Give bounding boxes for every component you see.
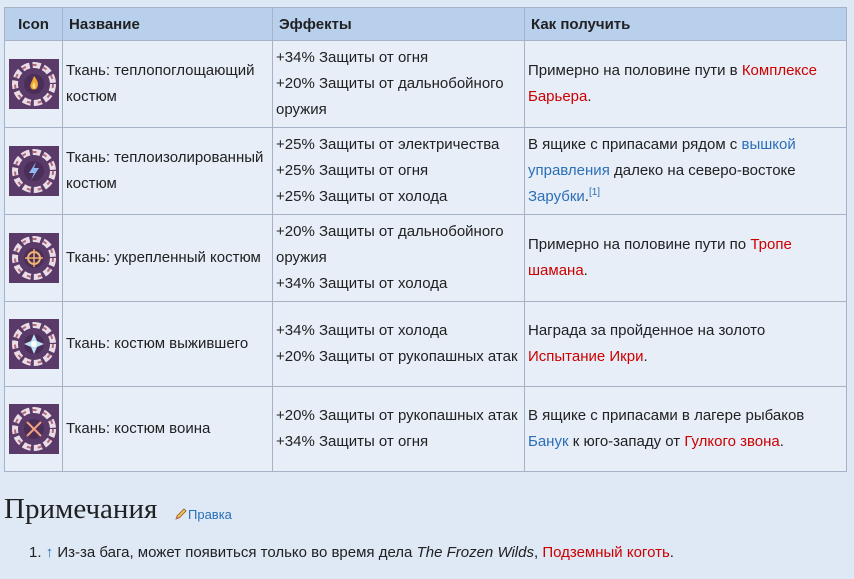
item-name: Ткань: костюм выжившего bbox=[63, 302, 273, 387]
obtain-text: В ящике с припасами рядом с bbox=[528, 136, 742, 153]
edit-label: Правка bbox=[188, 507, 232, 522]
effect-line: +20% Защиты от дальнобойного оружия bbox=[276, 75, 504, 118]
obtain-text: . bbox=[583, 262, 588, 279]
item-effects bbox=[273, 387, 525, 472]
effect-line: +25% Защиты от огня bbox=[276, 162, 429, 179]
obtain-text: к юго-западу от bbox=[568, 433, 685, 450]
obtain-text: . bbox=[584, 188, 589, 205]
obtain-text: Примерно на половине пути по bbox=[528, 236, 751, 253]
note-text: Из-за бага, может появиться только во время дела bbox=[53, 544, 417, 561]
obtain-text: . bbox=[587, 88, 592, 105]
icon-cell bbox=[5, 41, 63, 128]
note-item bbox=[29, 544, 674, 561]
item-name: Ткань: укрепленный костюм bbox=[63, 215, 273, 302]
item-obtain bbox=[525, 302, 847, 387]
item-effects bbox=[273, 128, 525, 215]
column-header-effects[interactable]: Эффекты bbox=[273, 8, 525, 41]
obtain-text: . bbox=[779, 433, 784, 450]
effect-line: +34% Защиты от холода bbox=[276, 322, 448, 339]
item-name: Ткань: костюм воина bbox=[63, 387, 273, 472]
fire-resist-icon[interactable] bbox=[9, 59, 59, 109]
back-arrow-link[interactable]: ↑ bbox=[45, 544, 54, 561]
item-obtain bbox=[525, 128, 847, 215]
icon-cell bbox=[5, 302, 63, 387]
item-effects bbox=[273, 41, 525, 128]
obtain-text: . bbox=[643, 348, 648, 365]
effect-line: +20% Защиты от дальнобойного оружия bbox=[276, 223, 504, 266]
effect-line: +20% Защиты от рукопашных атак bbox=[276, 407, 518, 424]
pencil-icon bbox=[174, 507, 188, 521]
items-table bbox=[4, 7, 847, 472]
item-effects bbox=[273, 215, 525, 302]
note-post: . bbox=[669, 544, 674, 561]
icon-cell bbox=[5, 215, 63, 302]
frost-resist-icon[interactable] bbox=[9, 319, 59, 369]
effect-line: +25% Защиты от холода bbox=[276, 188, 448, 205]
effect-line: +34% Защиты от огня bbox=[276, 49, 429, 66]
table-row bbox=[5, 302, 847, 387]
notes-heading: Примечания bbox=[4, 493, 158, 525]
item-obtain bbox=[525, 215, 847, 302]
obtain-text: Награда за пройденное на золото bbox=[528, 322, 766, 339]
reference-link[interactable]: [1] bbox=[588, 187, 601, 198]
obtain-link[interactable]: вышкой управления bbox=[528, 136, 796, 179]
obtain-text: Примерно на половине пути в bbox=[528, 62, 742, 79]
note-link[interactable]: Подземный коготь bbox=[542, 544, 670, 561]
item-name: Ткань: теплопоглощающий костюм bbox=[63, 41, 273, 128]
icon-cell bbox=[5, 128, 63, 215]
obtain-link[interactable]: Комплексе Барьера bbox=[528, 62, 817, 105]
obtain-link[interactable]: Банук bbox=[528, 433, 569, 450]
melee-resist-icon[interactable] bbox=[9, 404, 59, 454]
column-header-obtain[interactable]: Как получить bbox=[525, 8, 847, 41]
note-italic: The Frozen Wilds bbox=[416, 544, 534, 561]
obtain-link[interactable]: Гулкого звона bbox=[684, 433, 780, 450]
item-obtain bbox=[525, 41, 847, 128]
table-row bbox=[5, 128, 847, 215]
obtain-text: В ящике с припасами в лагере рыбаков bbox=[528, 407, 805, 424]
table-row bbox=[5, 215, 847, 302]
obtain-text: далеко на северо-востоке bbox=[609, 162, 796, 179]
edit-link[interactable] bbox=[174, 507, 232, 522]
note-number: 1. bbox=[29, 544, 42, 561]
table-header-row bbox=[5, 8, 847, 41]
effect-line: +34% Защиты от огня bbox=[276, 433, 429, 450]
item-obtain bbox=[525, 387, 847, 472]
icon-cell bbox=[5, 387, 63, 472]
obtain-link[interactable]: Зарубки bbox=[528, 188, 585, 205]
table-row bbox=[5, 387, 847, 472]
effect-line: +34% Защиты от холода bbox=[276, 275, 448, 292]
column-header-icon[interactable]: Icon bbox=[5, 8, 63, 41]
note-separator: , bbox=[533, 544, 543, 561]
item-name: Ткань: теплоизолированный костюм bbox=[63, 128, 273, 215]
item-effects bbox=[273, 302, 525, 387]
obtain-link[interactable]: Испытание Икри bbox=[528, 348, 644, 365]
effect-line: +20% Защиты от рукопашных атак bbox=[276, 348, 518, 365]
crosshair-resist-icon[interactable] bbox=[9, 233, 59, 283]
effect-line: +25% Защиты от электричества bbox=[276, 136, 500, 153]
table-row bbox=[5, 41, 847, 128]
obtain-link[interactable]: Тропе шамана bbox=[528, 236, 792, 279]
lightning-resist-icon[interactable] bbox=[9, 146, 59, 196]
column-header-name[interactable]: Название bbox=[63, 8, 273, 41]
